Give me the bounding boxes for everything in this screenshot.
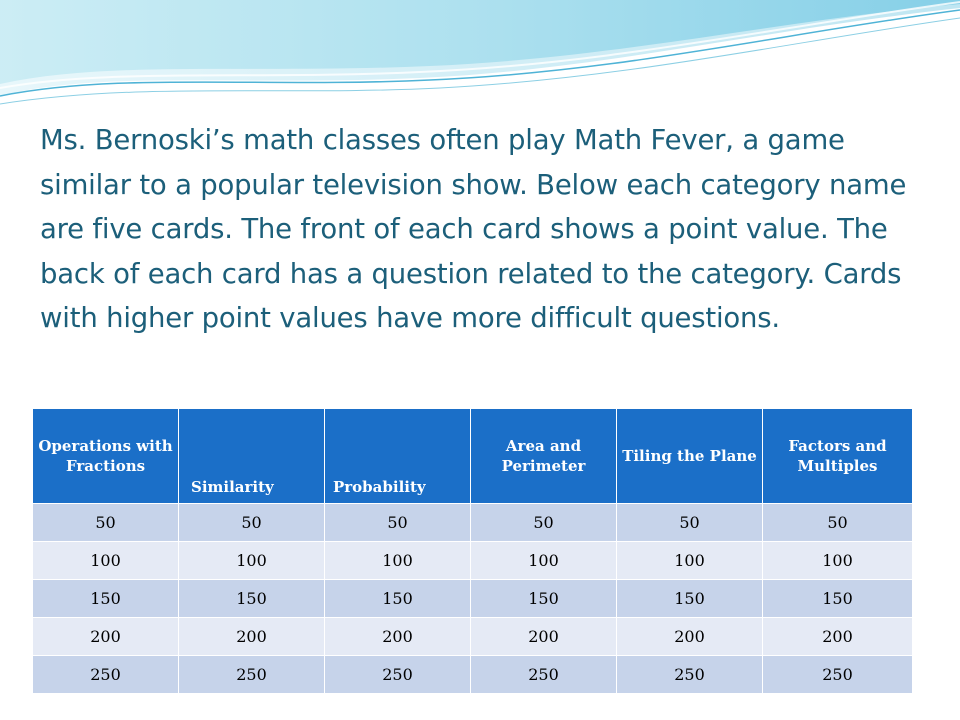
point-card[interactable]: 50 bbox=[763, 504, 913, 542]
category-header: Similarity bbox=[179, 409, 325, 504]
decorative-wave-banner bbox=[0, 0, 960, 130]
point-card[interactable]: 50 bbox=[325, 504, 471, 542]
category-header: Operations with Fractions bbox=[33, 409, 179, 504]
point-card[interactable]: 250 bbox=[179, 656, 325, 694]
point-card[interactable]: 250 bbox=[763, 656, 913, 694]
header-row bbox=[33, 409, 913, 504]
point-card[interactable]: 100 bbox=[471, 542, 617, 580]
category-header: Area and Perimeter bbox=[471, 409, 617, 504]
point-card[interactable]: 150 bbox=[763, 580, 913, 618]
math-fever-board bbox=[32, 408, 913, 694]
point-card[interactable]: 250 bbox=[471, 656, 617, 694]
point-card[interactable]: 150 bbox=[33, 580, 179, 618]
point-card[interactable]: 50 bbox=[33, 504, 179, 542]
intro-paragraph: Ms. Bernoski’s math classes often play Math Fever, a game similar to a popular television show. Below each category name are five cards. The front of each card shows a point value. The back of each card has a question related to the category. Cards with higher point values have more difficult questions. bbox=[40, 124, 907, 334]
point-card[interactable]: 100 bbox=[325, 542, 471, 580]
point-card[interactable]: 150 bbox=[471, 580, 617, 618]
point-card[interactable]: 200 bbox=[471, 618, 617, 656]
category-header: Probability bbox=[325, 409, 471, 504]
point-card[interactable]: 250 bbox=[617, 656, 763, 694]
point-card[interactable]: 100 bbox=[617, 542, 763, 580]
point-card[interactable]: 150 bbox=[179, 580, 325, 618]
point-card[interactable]: 150 bbox=[325, 580, 471, 618]
point-card[interactable]: 50 bbox=[617, 504, 763, 542]
point-card[interactable]: 100 bbox=[33, 542, 179, 580]
table-row bbox=[33, 580, 913, 618]
table-row bbox=[33, 504, 913, 542]
point-card[interactable]: 250 bbox=[325, 656, 471, 694]
table-row bbox=[33, 618, 913, 656]
point-card[interactable]: 200 bbox=[33, 618, 179, 656]
category-header: Factors and Multiples bbox=[763, 409, 913, 504]
point-card[interactable]: 100 bbox=[179, 542, 325, 580]
point-card[interactable]: 100 bbox=[763, 542, 913, 580]
table-row bbox=[33, 542, 913, 580]
point-card[interactable]: 200 bbox=[763, 618, 913, 656]
point-card[interactable]: 50 bbox=[471, 504, 617, 542]
point-card[interactable]: 250 bbox=[33, 656, 179, 694]
point-card[interactable]: 200 bbox=[617, 618, 763, 656]
table-row bbox=[33, 656, 913, 694]
point-card[interactable]: 200 bbox=[325, 618, 471, 656]
category-header: Tiling the Plane bbox=[617, 409, 763, 504]
point-card[interactable]: 150 bbox=[617, 580, 763, 618]
point-card[interactable]: 200 bbox=[179, 618, 325, 656]
point-card[interactable]: 50 bbox=[179, 504, 325, 542]
